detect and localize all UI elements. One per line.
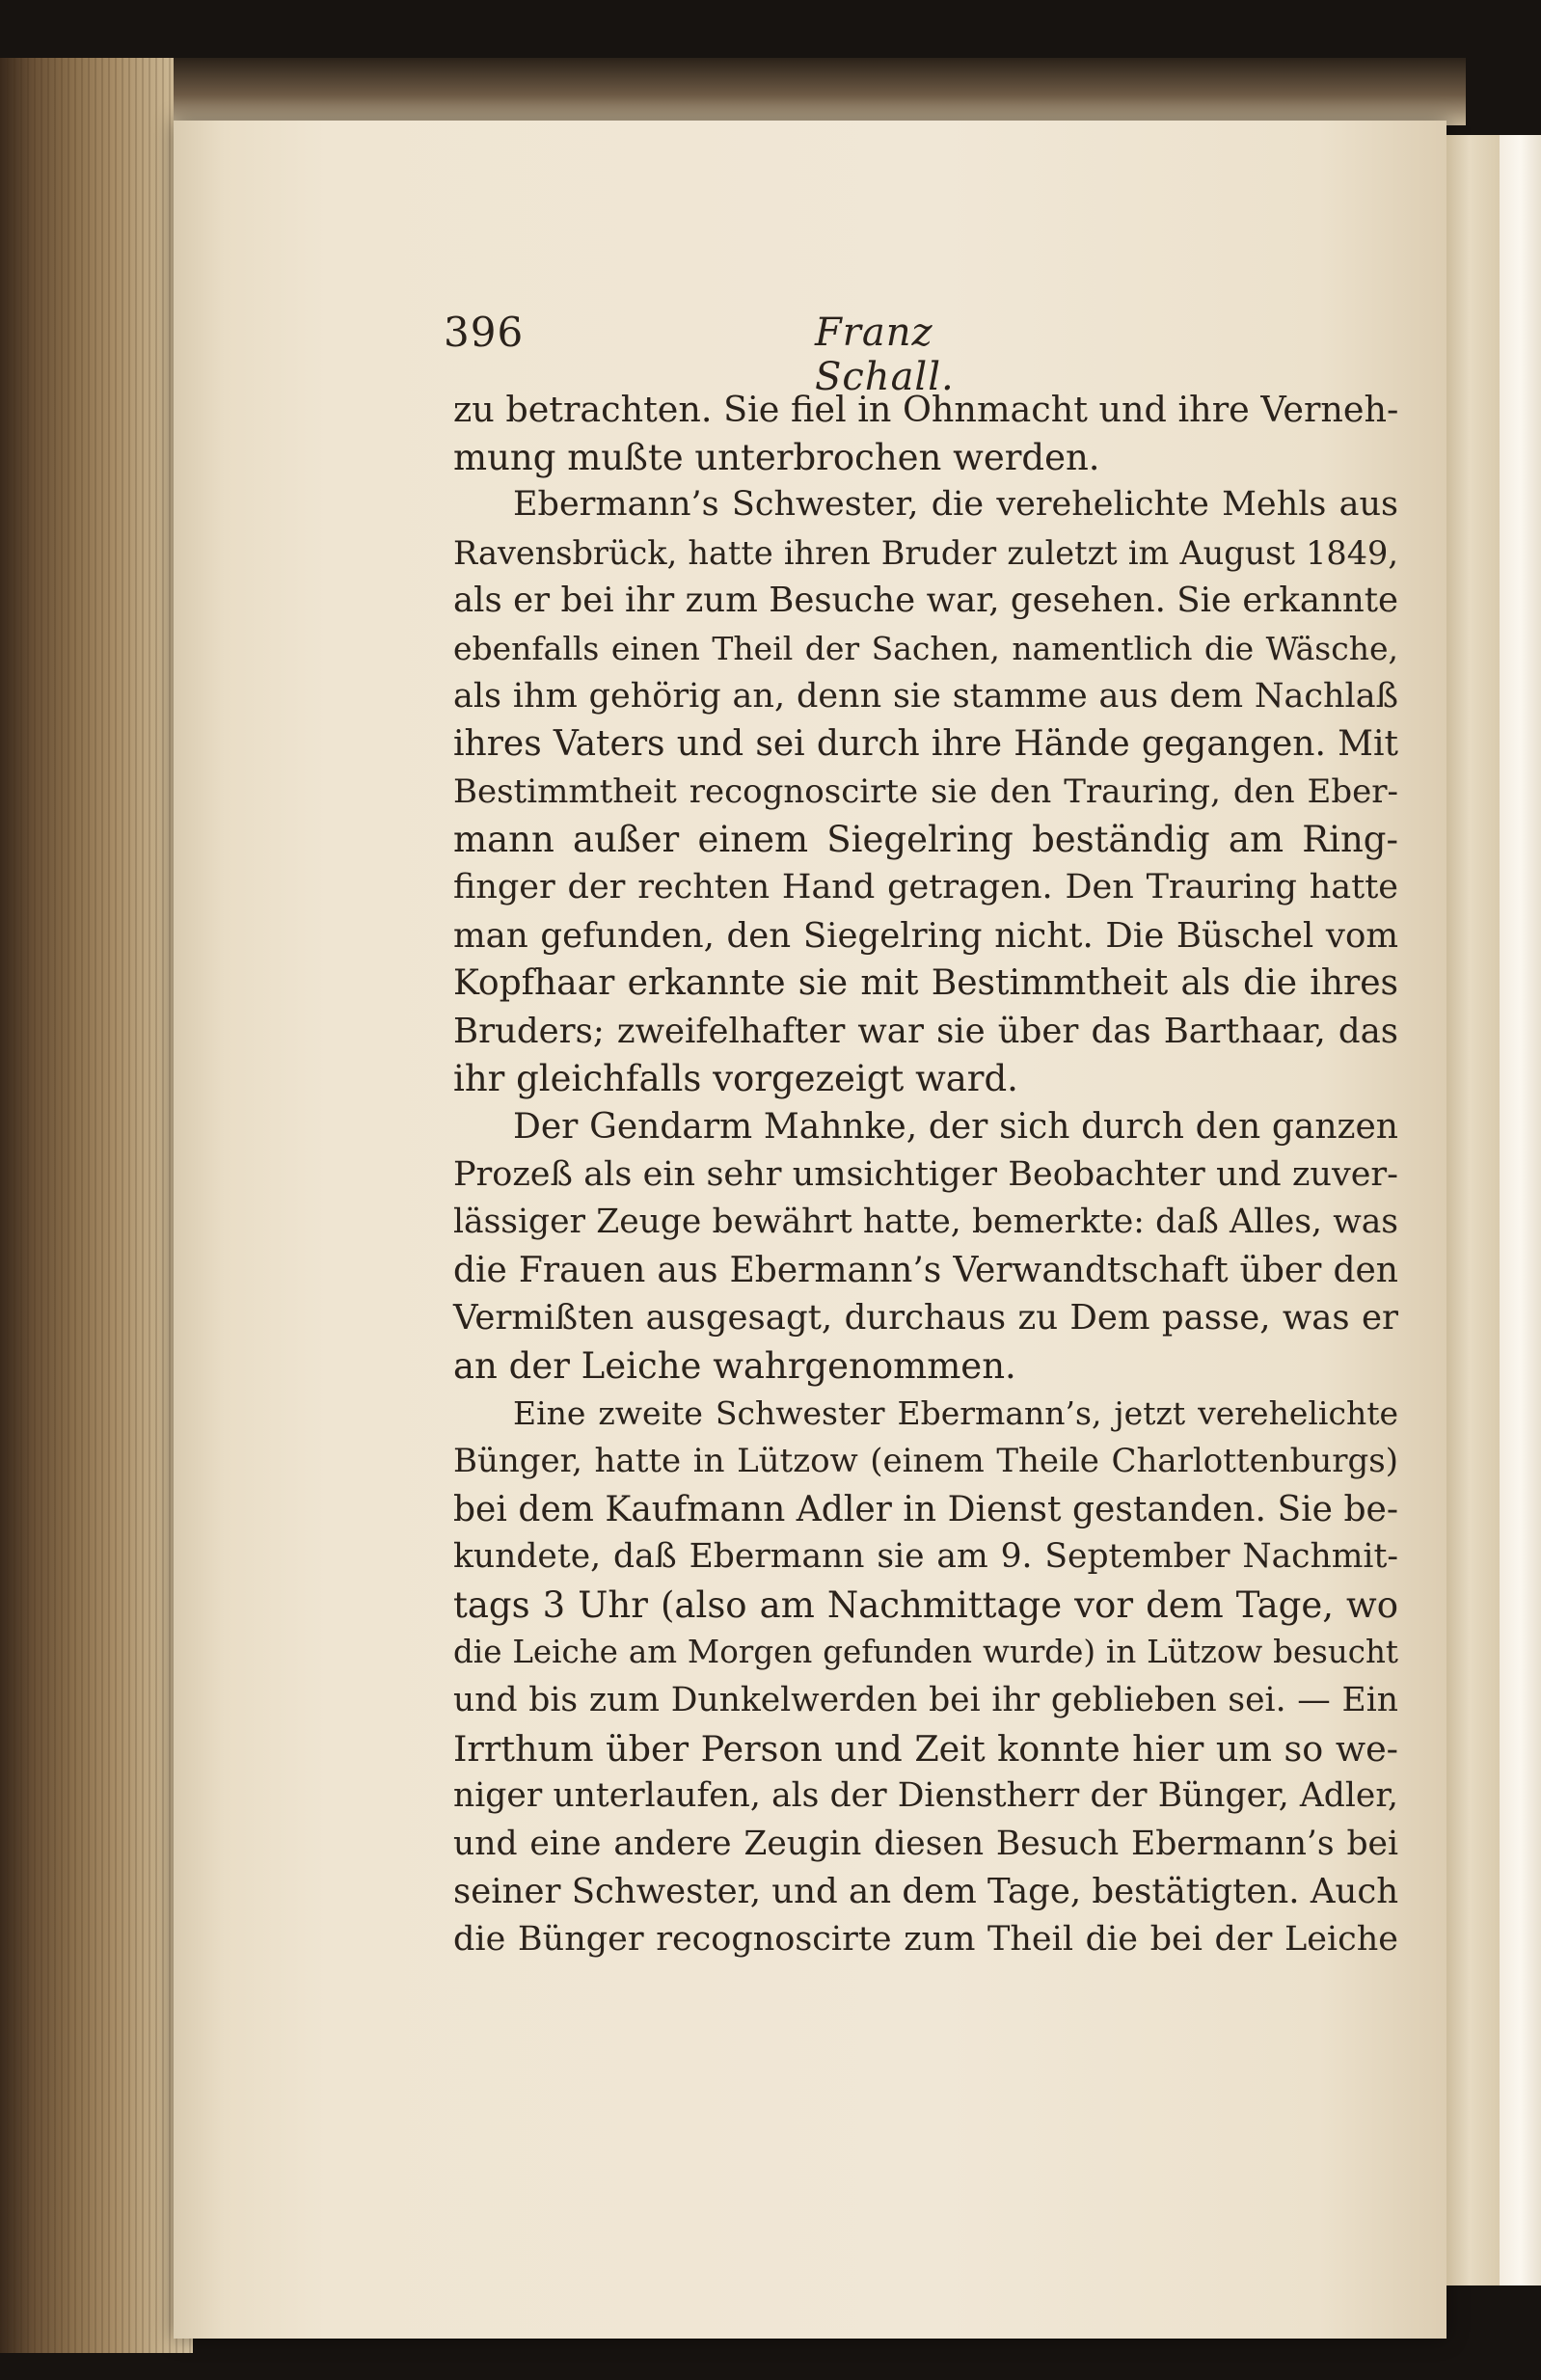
text-line: Ebermann’s Schwester, die verehelichte Mehls aus (513, 485, 1398, 525)
text-line: Irrthum über Person und Zeit konnte hier um so we- (453, 1727, 1398, 1770)
text-line: tags 3 Uhr (also am Nachmittage vor dem Tage, wo (453, 1583, 1398, 1626)
text-line: Bruders; zweifelhafter war sie über das Barthaar, das (453, 1011, 1398, 1051)
page-top-shadow (174, 58, 1466, 125)
text-line: kundete, daß Ebermann sie am 9. September Nachmit- (453, 1537, 1398, 1577)
text-line: ihr gleichfalls vorgezeigt ward. (453, 1058, 1018, 1100)
text-line: Eine zweite Schwester Ebermann’s, jetzt verehelichte (513, 1394, 1398, 1433)
text-line: Kopfhaar erkannte sie mit Bestimmtheit als die ihres (453, 963, 1398, 1004)
text-line: bei dem Kaufmann Adler in Dienst gestanden. Sie be- (453, 1489, 1398, 1529)
text-line: an der Leiche wahrgenommen. (453, 1344, 1016, 1387)
text-line: und bis zum Dunkelwerden bei ihr geblieben sei. — Ein (453, 1681, 1398, 1720)
text-line: zu betrachten. Sie fiel in Ohnmacht und ihre Verneh- (453, 389, 1399, 430)
page-number: 396 (444, 309, 525, 356)
text-line: Der Gendarm Mahnke, der sich durch den ganzen (513, 1106, 1398, 1147)
left-page-edges (0, 58, 193, 2353)
text-line: ihres Vaters und sei durch ihre Hände gegangen. Mit (453, 724, 1398, 765)
text-line: und eine andere Zeugin diesen Besuch Ebermann’s bei (453, 1824, 1398, 1863)
text-line: die Leiche am Morgen gefunden wurde) in Lützow besucht (453, 1634, 1398, 1671)
running-head: Franz Schall. (815, 311, 955, 399)
page-header (444, 309, 1032, 399)
text-line: lässiger Zeuge bewährt hatte, bemerkte: daß Alles, was (453, 1203, 1398, 1242)
text-line: Bünger, hatte in Lützow (einem Theile Charlottenburgs) (453, 1442, 1398, 1481)
body-text (453, 386, 1398, 1964)
text-line: seiner Schwester, und an dem Tage, bestätigten. Auch (453, 1872, 1399, 1912)
text-line: mung mußte unterbrochen werden. (453, 436, 1100, 478)
text-line: ebenfalls einen Theil der Sachen, namentlich die Wäsche, (453, 629, 1398, 667)
text-line: Vermißten ausgesagt, durchaus zu Dem passe, was er (453, 1298, 1398, 1339)
text-line: als ihm gehörig an, denn sie stamme aus dem Nachlaß (453, 676, 1398, 716)
text-line: als er bei ihr zum Besuche war, gesehen. Sie erkannte (453, 581, 1398, 621)
right-page-edge (1500, 135, 1541, 2285)
text-line: die Frauen aus Ebermann’s Verwandtschaft über den (453, 1250, 1398, 1290)
text-line: niger unterlaufen, als der Dienstherr der Bünger, Adler, (453, 1776, 1398, 1816)
facing-page-strip (1446, 135, 1504, 2285)
text-line: mann außer einem Siegelring beständig am Ring- (453, 819, 1398, 861)
text-line: Bestimmtheit recognoscirte sie den Trauring, den Eber- (453, 771, 1398, 811)
text-line: man gefunden, den Siegelring nicht. Die Büschel vom (453, 915, 1398, 956)
text-line: Ravensbrück, hatte ihren Bruder zuletzt im August 1849, (453, 533, 1398, 572)
text-line: die Bünger recognoscirte zum Theil die bei der Leiche (453, 1920, 1398, 1959)
text-line: Prozeß als ein sehr umsichtiger Beobachter und zuver- (453, 1154, 1398, 1194)
text-line: finger der rechten Hand getragen. Den Trauring hatte (453, 867, 1398, 906)
